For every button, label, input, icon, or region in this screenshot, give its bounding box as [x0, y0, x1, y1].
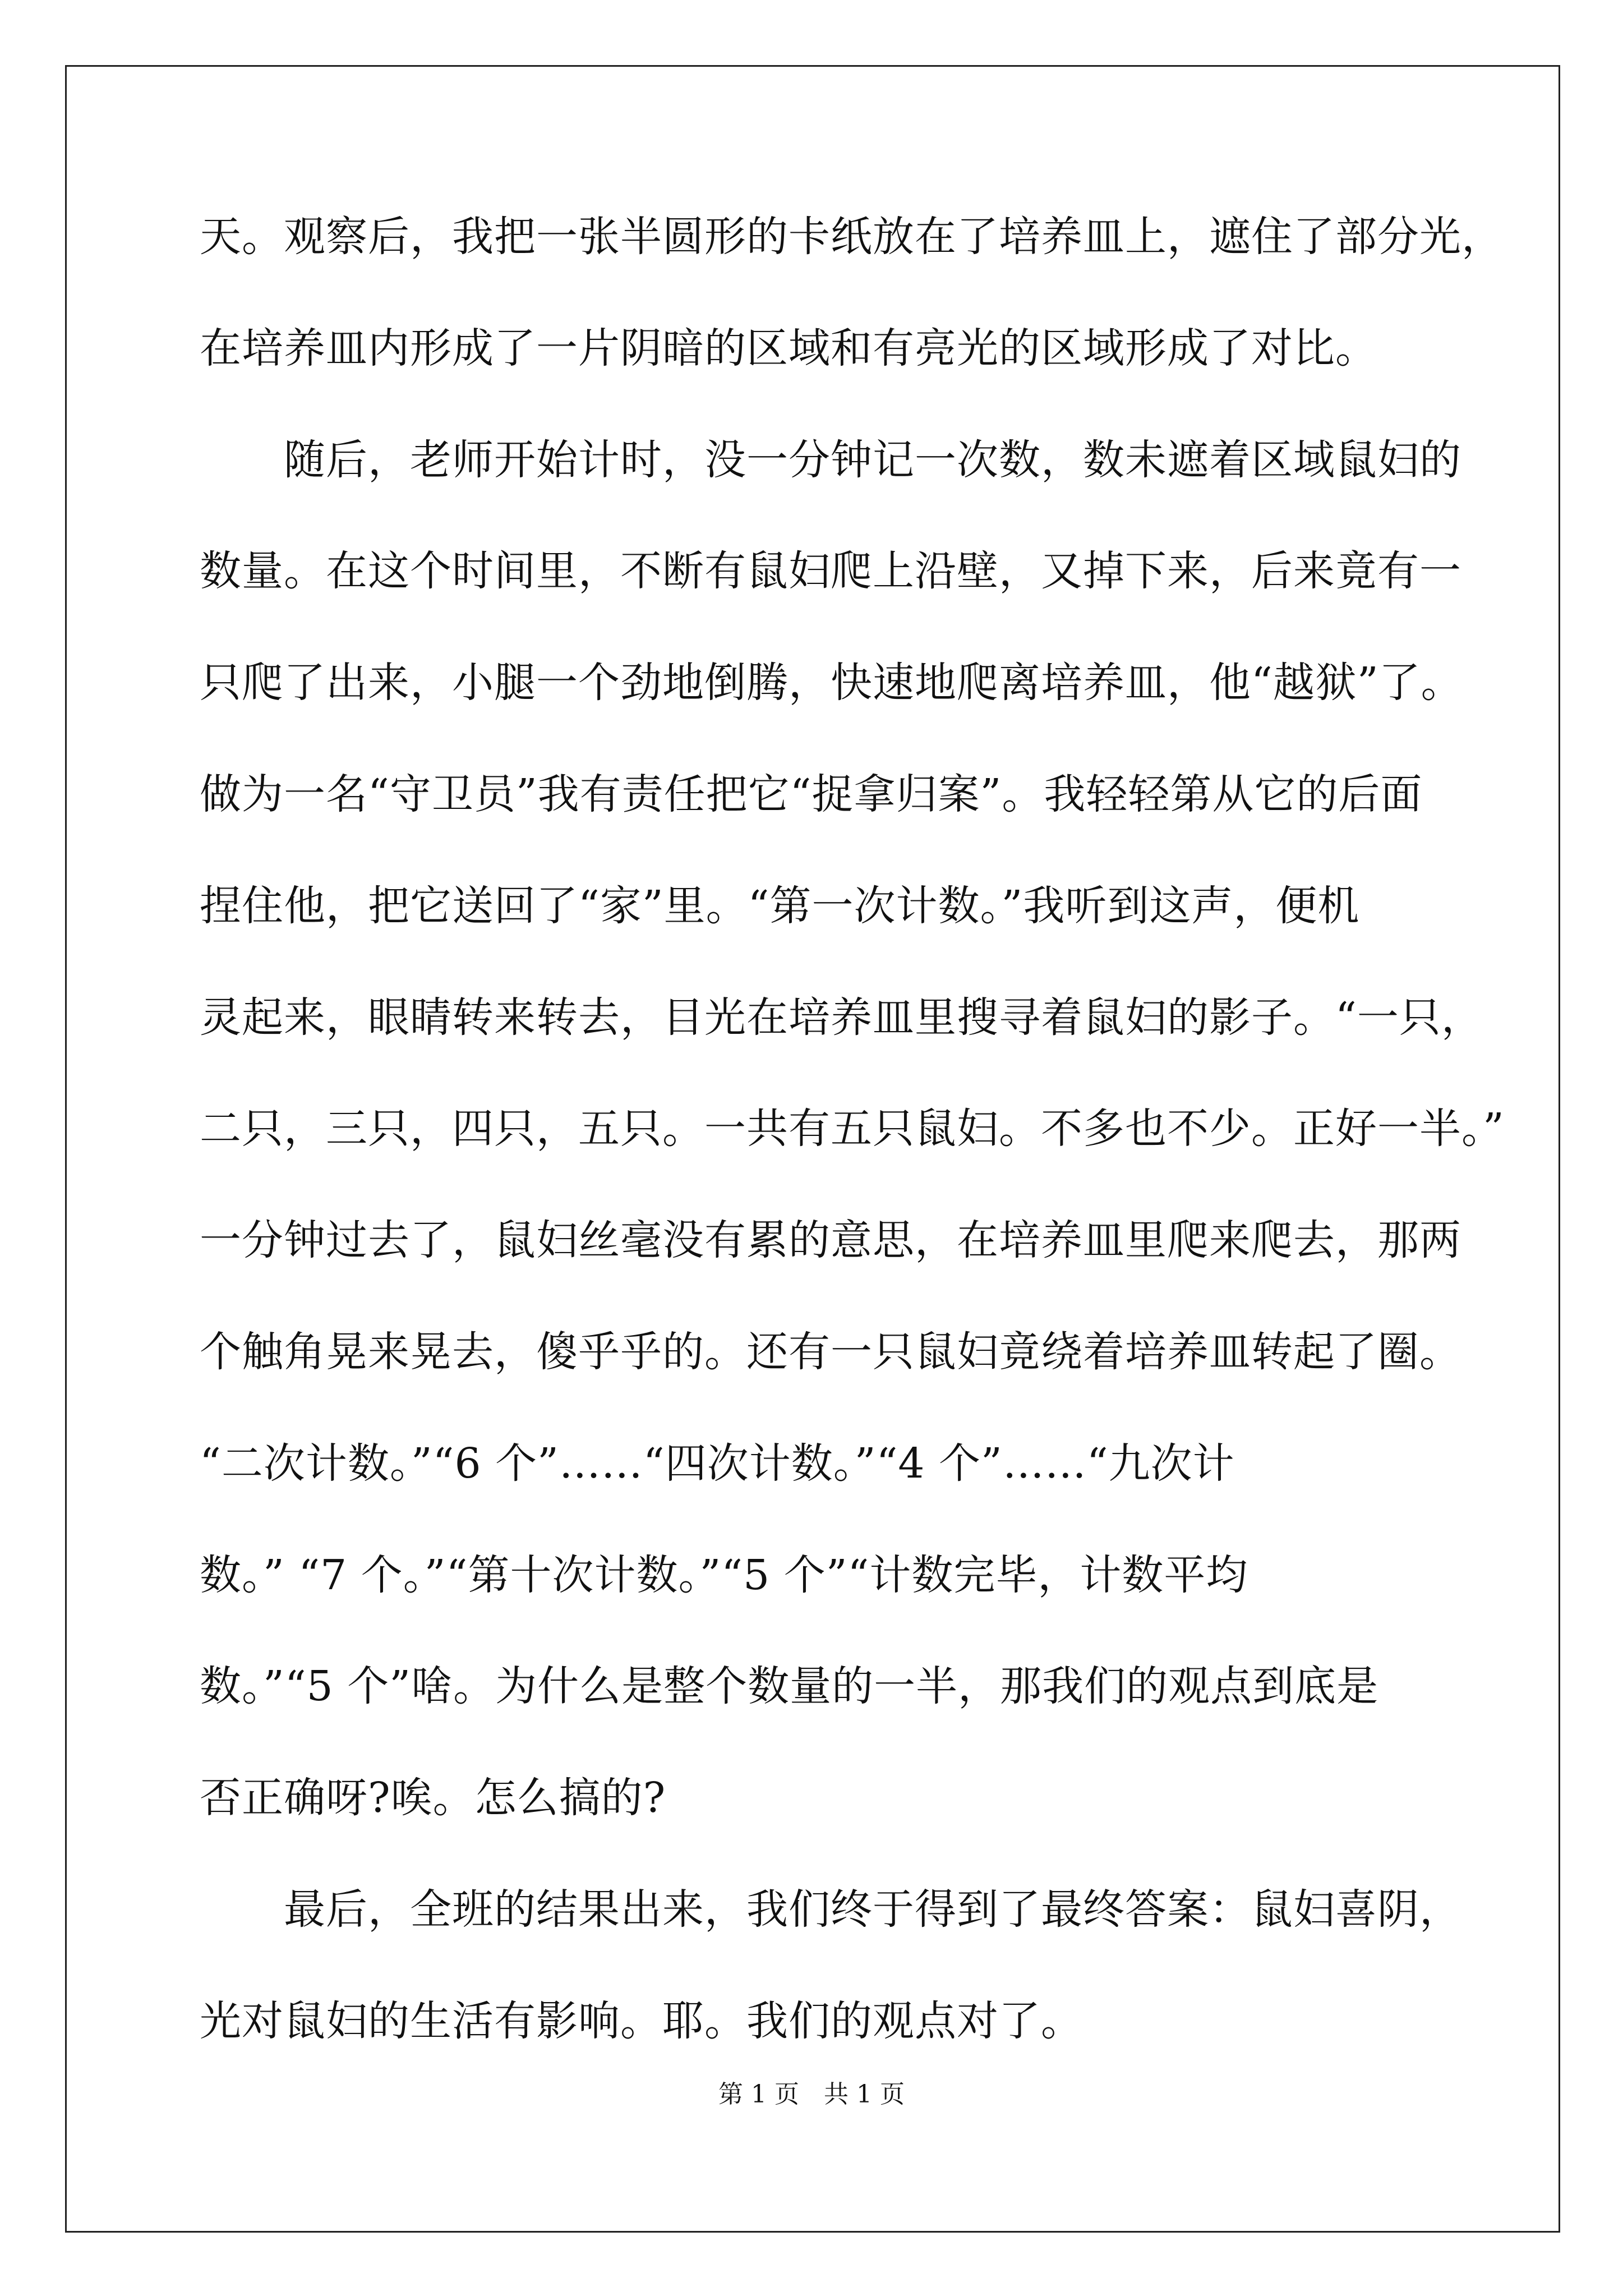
text-line: 否正确呀?唉。怎么搞的?	[200, 1774, 666, 1822]
text-line: 做为一名“守卫员”我有责任把它“捉拿归案”。我轻轻第从它的后面	[200, 770, 1423, 818]
text-line: 个触角晃来晃去，傻乎乎的。还有一只鼠妇竟绕着培养皿转起了圈。	[200, 1328, 1461, 1376]
text-line: 随后，老师开始计时，没一分钟记一次数，数未遮着区域鼠妇的	[200, 436, 1461, 484]
text-line: 二只，三只，四只，五只。一共有五只鼠妇。不多也不少。正好一半。”	[200, 1105, 1505, 1153]
text-line: 灵起来，眼睛转来转去，目光在培养皿里搜寻着鼠妇的影子。“一只，	[200, 993, 1483, 1042]
text-line: 最后，全班的结果出来，我们终于得到了最终答案：鼠妇喜阴，	[200, 1885, 1461, 1934]
text-line: 一分钟过去了，鼠妇丝毫没有累的意思，在培养皿里爬来爬去，那两	[200, 1216, 1461, 1264]
page-number-footer: 第 1 页 共 1 页	[718, 2080, 905, 2109]
text-line: 数。”“5 个”啥。为什么是整个数量的一半，那我们的观点到底是	[200, 1662, 1379, 1710]
text-line: 光对鼠妇的生活有影响。耶。我们的观点对了。	[200, 1997, 1083, 2045]
text-line: “二次计数。”“6 个”……“四次计数。”“4 个”……“九次计	[200, 1439, 1235, 1488]
text-line: 数。” “7 个。”“第十次计数。”“5 个”“计数完毕，计数平均	[200, 1551, 1248, 1599]
text-line: 捏住他，把它送回了“家”里。“第一次计数。”我听到这声，便机	[200, 882, 1360, 930]
text-line: 天。观察后，我把一张半圆形的卡纸放在了培养皿上，遮住了部分光，	[200, 213, 1504, 261]
text-line: 数量。在这个时间里，不断有鼠妇爬上沿壁，又掉下来，后来竟有一	[200, 547, 1461, 595]
text-line: 在培养皿内形成了一片阴暗的区域和有亮光的区域形成了对比。	[200, 324, 1377, 372]
text-line: 只爬了出来，小腿一个劲地倒腾，快速地爬离培养皿，他“越狱”了。	[200, 659, 1463, 707]
